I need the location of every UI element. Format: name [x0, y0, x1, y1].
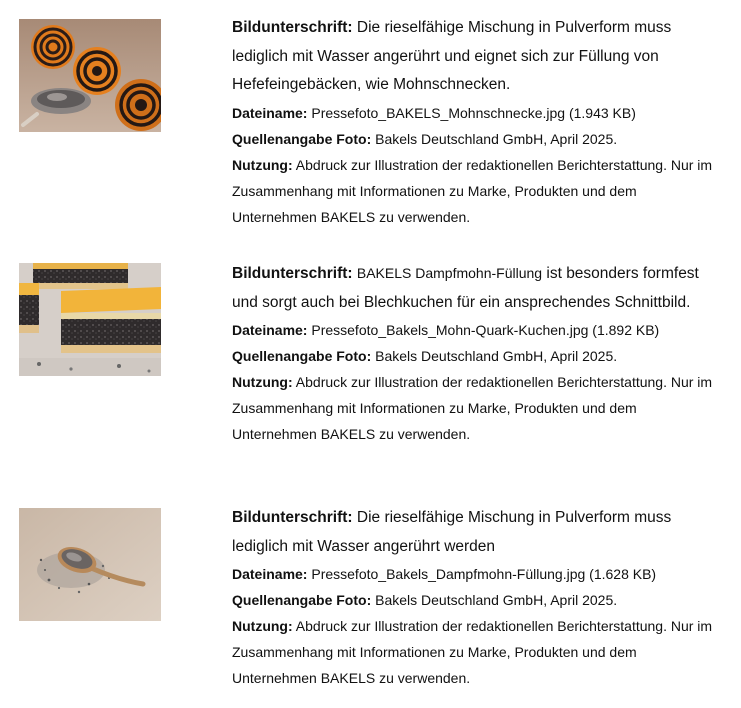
source-value: Bakels Deutschland GmbH, April 2025.: [375, 592, 618, 608]
caption-product-name: BAKELS Dampfmohn-Füllung: [356, 265, 543, 281]
poppy-seed-spoon-photo[interactable]: [19, 508, 161, 621]
usage-label: Nutzung:: [232, 618, 293, 634]
poppy-seed-quark-cake-photo[interactable]: [19, 263, 161, 376]
filename-value: Pressefoto_BAKELS_Mohnschnecke.jpg (1.943 KB): [311, 104, 636, 121]
caption-text: Die rieselfähige Mischung in Pulverform muss lediglich mit Wasser angerührt und eignet sich zur Füllung von Hefefeingebäcken, wie Mohnschnecken.: [232, 19, 672, 93]
filename-label: Dateiname:: [232, 322, 308, 338]
filename-value: Pressefoto_Bakels_Dampfmohn-Füllung.jpg (1.628 KB): [311, 566, 657, 582]
image-caption: [232, 259, 722, 317]
filename-line: [232, 317, 722, 343]
poppy-seed-snail-pastries-photo[interactable]: [19, 19, 161, 132]
usage-value: Abdruck zur Illustration der redaktionellen Berichterstattung. Nur im Zusammenhang mit Informationen zu Marke, Produkten und dem Unternehmen BAKELS zu verwenden.: [232, 374, 713, 442]
image-caption: [232, 14, 722, 100]
caption-label: Bildunterschrift:: [232, 509, 353, 526]
caption-label: Bildunterschrift:: [232, 19, 353, 36]
usage-line: [232, 152, 722, 230]
caption-text: ist besonders formfest und sorgt auch bei Blechkuchen für ein ansprechendes Schnittbild.: [232, 265, 699, 311]
usage-label: Nutzung:: [232, 156, 293, 173]
filename-line: [232, 561, 722, 587]
source-line: [232, 343, 722, 369]
filename-label: Dateiname:: [232, 104, 308, 121]
source-value: Bakels Deutschland GmbH, April 2025.: [375, 348, 618, 364]
filename-value: Pressefoto_Bakels_Mohn-Quark-Kuchen.jpg (1.892 KB): [311, 322, 660, 338]
usage-line: [232, 613, 722, 691]
source-value: Bakels Deutschland GmbH, April 2025.: [375, 130, 618, 147]
filename-label: Dateiname:: [232, 566, 308, 582]
source-line: [232, 587, 722, 613]
source-line: [232, 126, 722, 152]
filename-line: [232, 100, 722, 126]
usage-value: Abdruck zur Illustration der redaktionellen Berichterstattung. Nur im Zusammenhang mit Informationen zu Marke, Produkten und dem Unternehmen BAKELS zu verwenden.: [232, 156, 713, 225]
source-label: Quellenangabe Foto:: [232, 592, 372, 608]
usage-label: Nutzung:: [232, 374, 293, 390]
source-label: Quellenangabe Foto:: [232, 130, 372, 147]
usage-value: Abdruck zur Illustration der redaktionellen Berichterstattung. Nur im Zusammenhang mit Informationen zu Marke, Produkten und dem Unternehmen BAKELS zu verwenden.: [232, 618, 713, 686]
image-caption: [232, 504, 722, 561]
caption-label: Bildunterschrift:: [232, 265, 353, 282]
usage-line: [232, 369, 722, 447]
caption-text: Die rieselfähige Mischung in Pulverform muss lediglich mit Wasser angerührt werden: [232, 509, 672, 555]
source-label: Quellenangabe Foto:: [232, 348, 372, 364]
